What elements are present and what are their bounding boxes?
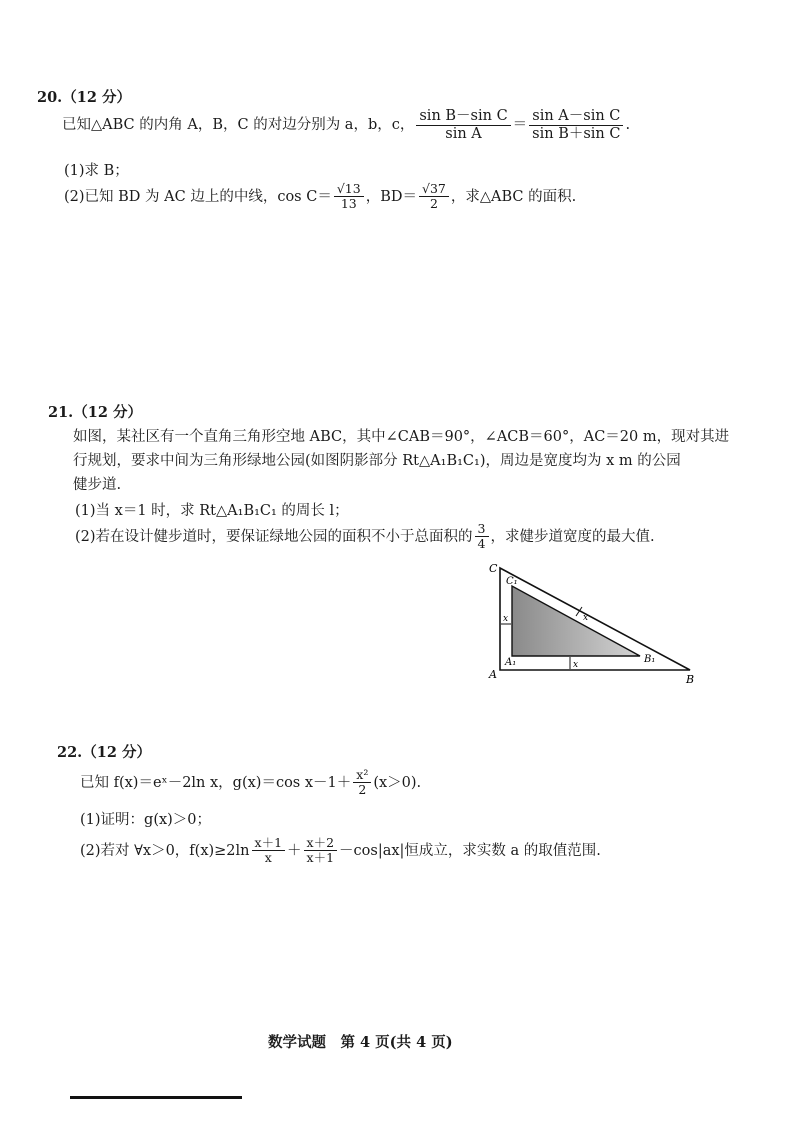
q22-part1: (1)证明：g(x)＞0； bbox=[80, 812, 212, 828]
q20-fraction-1 bbox=[416, 108, 510, 142]
label-C1: C₁ bbox=[506, 576, 518, 587]
q21-line1: 如图，某社区有一个直角三角形空地 ABC，其中∠CAB＝90°，∠ACB＝60°，AC＝20 m，现对其进 bbox=[73, 429, 730, 445]
q20-stem-text: 已知△ABC 的内角 A，B，C 的对边分别为 a，b，c， bbox=[62, 117, 415, 134]
q21-part2 bbox=[75, 522, 655, 552]
q20-bd-fraction bbox=[419, 182, 449, 212]
q22-heading: 22.（12 分） bbox=[57, 744, 151, 761]
q22-fraction-b bbox=[304, 836, 338, 866]
label-B1: B₁ bbox=[644, 654, 656, 665]
q22-frac-num: x² bbox=[353, 768, 371, 783]
q22-fraca-num: x＋1 bbox=[252, 836, 286, 851]
label-x-bottom: x bbox=[573, 660, 579, 670]
q22-frac-den: 2 bbox=[358, 782, 367, 798]
q20-cos-fraction bbox=[334, 182, 364, 212]
q20-stem-end: . bbox=[625, 117, 631, 134]
bottom-rule bbox=[70, 1096, 242, 1099]
q20-stem bbox=[62, 108, 630, 142]
label-A: A bbox=[489, 668, 497, 681]
label-x-left: x bbox=[503, 614, 509, 624]
q20-cos-den: 13 bbox=[340, 196, 357, 212]
q21-line3: 健步道. bbox=[73, 477, 122, 493]
q20-part2 bbox=[64, 182, 576, 212]
q22-fracb-num: x＋2 bbox=[304, 836, 338, 851]
q21-part1: (1)当 x＝1 时，求 Rt△A₁B₁C₁ 的周长 l； bbox=[75, 503, 349, 519]
q22-fraction-a bbox=[252, 836, 286, 866]
label-A1: A₁ bbox=[505, 657, 517, 668]
q21-part2-text: (2)若在设计健步道时，要保证绿地公园的面积不小于总面积的 bbox=[75, 528, 473, 545]
q20-cos-num: √13 bbox=[334, 182, 364, 197]
q22-stem-text: 已知 f(x)＝eˣ－2ln x，g(x)＝cos x－1＋ bbox=[80, 774, 352, 791]
label-C: C bbox=[489, 562, 498, 575]
q20-bd-num: √37 bbox=[419, 182, 449, 197]
q20-part1: (1)求 B； bbox=[64, 163, 129, 179]
q22-stem bbox=[80, 768, 421, 798]
q21-part2-end: ，求健步道宽度的最大值. bbox=[490, 528, 655, 545]
q21-triangle-figure bbox=[480, 558, 710, 688]
q20-fraction-2 bbox=[529, 108, 623, 142]
q20-frac2-den: sin B＋sin C bbox=[532, 125, 621, 142]
q22-fraction bbox=[353, 768, 371, 798]
q20-bd-den: 2 bbox=[429, 196, 438, 212]
q22-fraca-den: x bbox=[264, 850, 272, 866]
label-x-hyp: x bbox=[583, 613, 589, 623]
q21-fraction bbox=[475, 522, 489, 552]
label-B: B bbox=[686, 673, 695, 686]
q22-fracb-den: x＋1 bbox=[306, 850, 335, 866]
q22-plus: ＋ bbox=[287, 842, 302, 859]
q20-equals: ＝ bbox=[512, 117, 528, 134]
page-footer: 数学试题 第 4 页(共 4 页) bbox=[268, 1034, 453, 1051]
q22-part2-text: (2)若对 ∀x＞0，f(x)≥2ln bbox=[80, 842, 250, 859]
q20-frac1-den: sin A bbox=[445, 125, 482, 142]
q22-part2 bbox=[80, 836, 601, 866]
q21-line2: 行规划，要求中间为三角形绿地公园(如图阴影部分 Rt△A₁B₁C₁)，周边是宽度均为 x m 的公园 bbox=[73, 453, 681, 469]
q21-frac-den: 4 bbox=[477, 536, 486, 552]
q20-part2-text: (2)已知 BD 为 AC 边上的中线，cos C＝ bbox=[64, 188, 332, 205]
q22-stem-end: (x＞0). bbox=[373, 774, 422, 791]
q20-part2-mid: ，BD＝ bbox=[365, 188, 417, 205]
q20-frac2-num: sin A－sin C bbox=[529, 108, 623, 126]
q22-part2-end: －cos|ax|恒成立，求实数 a 的取值范围. bbox=[339, 842, 601, 859]
inner-shaded-triangle bbox=[512, 586, 640, 656]
q21-heading: 21.（12 分） bbox=[48, 404, 142, 421]
q21-frac-num: 3 bbox=[475, 522, 489, 537]
q20-heading: 20.（12 分） bbox=[37, 89, 131, 106]
q20-part2-end: ，求△ABC 的面积. bbox=[450, 188, 577, 205]
q20-frac1-num: sin B－sin C bbox=[416, 108, 510, 126]
